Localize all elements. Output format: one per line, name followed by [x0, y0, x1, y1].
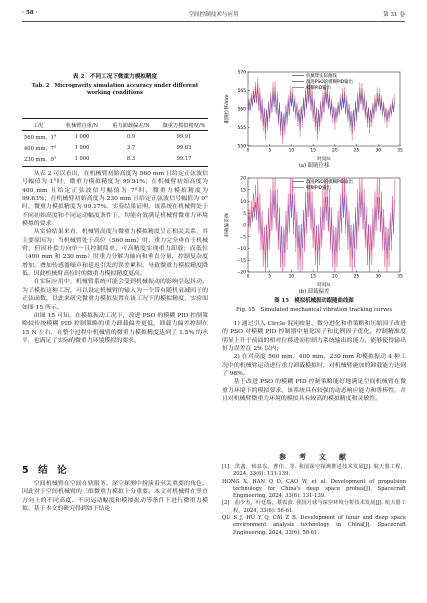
journal-name: 空间控制技术与应用	[188, 12, 239, 18]
x-tick-label: 15	[310, 274, 316, 280]
x-tick-label: 5	[268, 148, 272, 154]
paragraph: 从表 2 可以看出，在机械臂初始高度为 560 mm 且给定正弦波信号幅值为 1°时，微重力模拟精度为 99.91%；在机械臂初始高度为 400 mm 且给定正弦波信号幅值为 7°时，微重力模拟精度为 99.63%；在机械臂初始高度为 230 mm 且给定正弦波信号幅值为 9°时，微重力模拟精度为 99.17%。实验结果证明，该系统在机械臂处于不同初始高度和不同运动幅度条件下，均能有效满足机械臂微重力环境模拟的要求。	[22, 171, 208, 228]
y-axis-label: 卸载偏差/N	[225, 213, 230, 237]
table-cell: 230 mm、9°	[24, 157, 57, 163]
y-tick-label: 570	[237, 70, 246, 76]
legend-label: 模糊PID输出	[306, 86, 331, 91]
series-line	[248, 178, 395, 272]
section-heading: 5 结 论	[22, 465, 67, 476]
left-body-text	[22, 170, 208, 345]
x-tick-label: 0	[246, 148, 250, 154]
paragraph: 在实际应用中，机械臂系统可能会受到机械振动的影响引起抖动。为了模拟这种工况，可以设定机械臂的输入为一个带有随机衰减因子的正弦函数，以此来研究微重力模拟装置在该工况下的模拟精度，实验图如图 15 所示。	[22, 279, 208, 311]
table-caption-en: Tab. 2 Microgravity simulation accuracy under different working conditions	[31, 83, 199, 96]
table-caption-cn: 表 2 不同工况下微重力模拟精度	[72, 74, 158, 80]
table-header-cell: 重力卸载偏差/N	[112, 123, 150, 129]
y-tick-label: 550	[237, 144, 246, 150]
x-tick-label: 10	[288, 148, 295, 154]
conclusion-text	[22, 480, 208, 513]
figure-b-subcaption: (b) 卸载偏差	[298, 289, 330, 295]
y-tick-label: −5	[239, 235, 246, 241]
figure-b	[222, 172, 406, 288]
paragraph: 1) 通过引入 Circle 混沌映射、微分进化和重策略和压缩因子改进的 PSO 对模糊 PID 控制器中量化因子和比例因子优化，控制精准度明显上升于前面的相对位移进而控制力系统输出的能力，能够使得输出恒力误差在 2% 以内；	[222, 321, 406, 353]
table-header-cell: 机械臂自重/N	[65, 123, 99, 129]
y-tick-label: 15	[240, 188, 246, 194]
y-tick-label: 565	[237, 89, 246, 95]
table-cell: 99.17	[176, 156, 192, 162]
table-top-rule	[22, 118, 208, 119]
table-cell: 560 mm、1°	[24, 135, 57, 141]
y-tick-label: 5	[243, 211, 246, 217]
reference-list	[222, 464, 406, 537]
volume-label: 第 31 卷	[383, 12, 405, 18]
y-tick-label: 20	[240, 176, 246, 182]
x-tick-label: 15	[310, 148, 316, 154]
legend-label: 机械臂实际曲线	[306, 74, 337, 79]
x-tick-label: 10	[288, 274, 295, 280]
y-tick-label: −10	[236, 247, 246, 253]
paragraph: 2) 在对高度 560 mm、400 mm、230 mm 和模拟振动 4 种工况中的机械臂运动进行重力卸载模拟时，对机械臂施加的卸载能力达到了 98%。	[222, 354, 406, 378]
x-tick-label: 20	[332, 148, 338, 154]
reference-item: [2] 曲少杰，叶廷瑞，蔡霞波. 我国月球与深空环境分析技术发展[J]. 航天器工程，2024, 33(6): 56-61.	[222, 500, 406, 514]
paragraph: 由图 15 可知，在模拟振动工况下，改进 PSO 的模糊 PID 控制策略较传统模糊 PID 控制策略的重力卸载偏差更低，卸载力偏差控制在 15 N 左右，在整个过程中机械臂的微重力模拟精度达到了 1.5% 的水平，也满足了实际的微重力环境模拟的要求。	[22, 312, 208, 344]
y-tick-label: 10	[240, 200, 246, 206]
x-tick-label: 35	[397, 274, 403, 280]
figure-caption-en: Fig. 15 Simulated mechanical vibration tracking curves	[236, 307, 392, 313]
x-tick-label: 30	[375, 148, 382, 154]
reference-item: HONG X, HAN Q D, CAO W, et al. Development of propulsion technology for China's deep space probes[J]. Spacecraft Engineering, 2024, 33(6): 131-139.	[222, 478, 406, 500]
table-mid-rule	[22, 130, 208, 131]
table-cell: 8.3	[126, 156, 136, 162]
paragraph: 从实验结果来看，机械臂高度与微重力模拟精度呈正相关关系，其主要原因为：当机械臂处于高位（560 mm）时，重力完全垂直于机械臂，但因补偿力向单一且控制简单，可高精度实现重力卸载；而低位（400 mm 和 230 mm）时重力分解为轴向和垂直分量，控制复杂度增加，叠加传感器噪声和延迟引发的误差累积，导致微重力模拟精度降低。因此机械臂高位时的微重力模拟精度更高。	[22, 229, 208, 278]
figure-caption-cn: 图 15 模拟机械振动跟随曲线图	[274, 298, 354, 304]
x-tick-label: 30	[375, 274, 382, 280]
figure-a	[222, 66, 406, 162]
table-cell: 1 000	[74, 145, 90, 151]
table-cell: 3.7	[126, 145, 136, 151]
reference-item: [1] 洪鑫，韩泉东，曹伟，等. 我国深空探测推进技术发展[J]. 航天器工程，2024, 33(6): 131-139.	[222, 464, 406, 478]
x-tick-label: 5	[268, 274, 272, 280]
x-tick-label: 0	[246, 274, 250, 280]
figure-a-subcaption: (a) 跟随位移	[298, 163, 330, 169]
table-header-cell: 微重力模拟精度/%	[162, 123, 206, 129]
table-cell: 99.91	[176, 134, 192, 140]
table-cell: 99.63	[176, 145, 192, 151]
running-header	[22, 8, 405, 22]
x-tick-label: 25	[353, 148, 360, 154]
y-axis-label: 跟随位移/mm	[225, 94, 230, 124]
table-cell: 1 000	[74, 134, 90, 140]
right-body-text	[222, 320, 406, 403]
legend-label: 改进PSO的模糊PID输出	[306, 80, 353, 85]
x-tick-label: 25	[353, 274, 360, 280]
table-cell: 0.9	[126, 134, 136, 140]
page-number: · 58 ·	[22, 10, 38, 16]
y-tick-label: −20	[236, 270, 246, 276]
x-axis-label: 时间/s	[317, 157, 331, 162]
references-heading: 参 考 文 献	[279, 452, 349, 461]
table-header-cell: 工况	[32, 123, 44, 129]
legend-label: 模糊PID输出	[306, 186, 331, 191]
table-cell: 400 mm、7°	[24, 146, 57, 152]
legend-label: 改进PSO的模糊PID输出	[306, 180, 353, 185]
x-tick-label: 20	[332, 274, 338, 280]
displacement-chart	[222, 66, 406, 162]
paragraph: 空间机械臂在空间在轨服务、深空探测中扮演着至关重要的角色，因此对于空间机械臂的三维微重力模拟十分重要。本文对机械臂在竖直方向上的不同高度、不同运动幅度和模拟振动等条件下进行微重力模拟。基于本文的研究得到如下结论：	[22, 481, 208, 513]
y-tick-label: 560	[237, 107, 246, 113]
y-tick-label: 0	[243, 223, 246, 229]
x-tick-label: 35	[397, 148, 403, 154]
reference-item: QU S J, HU Y Q, CAI Z B. Development of lunar and deep space environment analysis technology in China[J]. Spacecraft Engineering, 2024, 33(6): 56-61.	[222, 515, 406, 536]
y-tick-label: 555	[237, 126, 246, 132]
x-axis-label: 时间/s	[317, 283, 331, 288]
table-bottom-rule	[22, 166, 208, 167]
deviation-chart	[222, 172, 406, 288]
y-tick-label: −15	[236, 258, 246, 264]
paragraph: 基于改进 PSO 的模糊 PID 控制策略能好地满足空间机械臂在微重力环境下的模拟要求，该系统具有较强的动态响应能力和鲁棒性，并且对机械臂微重力环境的模拟具有较高的模拟精度和灵敏性。	[222, 379, 406, 403]
table-cell: 1 000	[74, 156, 90, 162]
